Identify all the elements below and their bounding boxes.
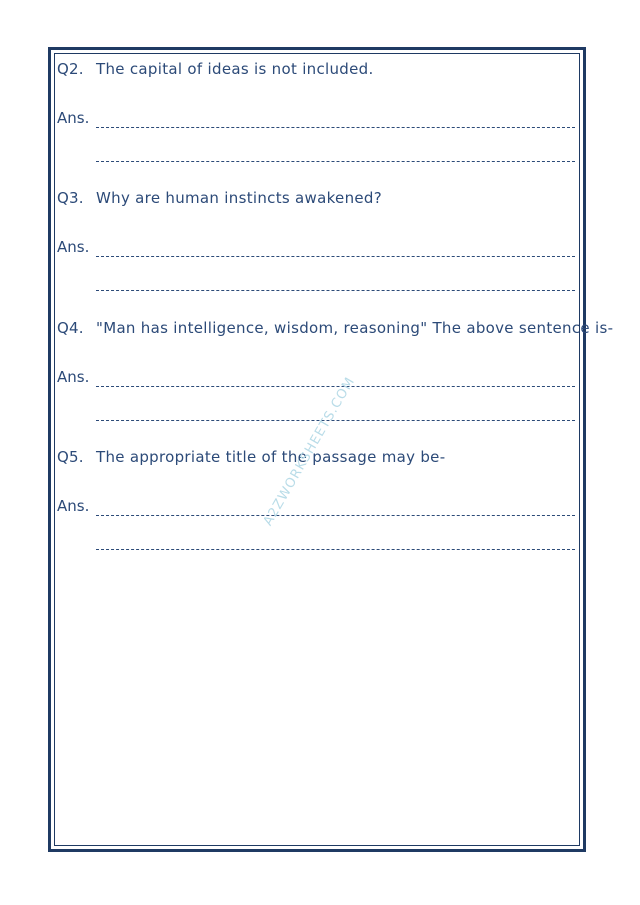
answer-line[interactable]	[96, 127, 575, 128]
question-number: Q2.	[57, 60, 84, 78]
question-text: The capital of ideas is not included.	[96, 60, 374, 78]
answer-line[interactable]	[96, 256, 575, 257]
answer-line[interactable]	[96, 515, 575, 516]
watermark-text: A2ZWORKSHEETS.COM	[260, 374, 359, 529]
answer-line[interactable]	[96, 386, 575, 387]
question-text: The appropriate title of the passage may be-	[96, 448, 446, 466]
answer-label: Ans.	[57, 368, 90, 386]
question-text: Why are human instincts awakened?	[96, 189, 383, 207]
answer-line[interactable]	[96, 290, 575, 291]
answer-line[interactable]	[96, 549, 575, 550]
question-text: "Man has intelligence, wisdom, reasoning" The above sentence is-	[96, 319, 614, 337]
question-number: Q5.	[57, 448, 84, 466]
question-block-q3	[57, 188, 575, 318]
question-block-q2	[57, 59, 575, 189]
answer-label: Ans.	[57, 497, 90, 515]
question-number: Q4.	[57, 319, 84, 337]
question-block-q5	[57, 447, 575, 577]
answer-label: Ans.	[57, 238, 90, 256]
answer-label: Ans.	[57, 109, 90, 127]
answer-line[interactable]	[96, 161, 575, 162]
question-number: Q3.	[57, 189, 84, 207]
